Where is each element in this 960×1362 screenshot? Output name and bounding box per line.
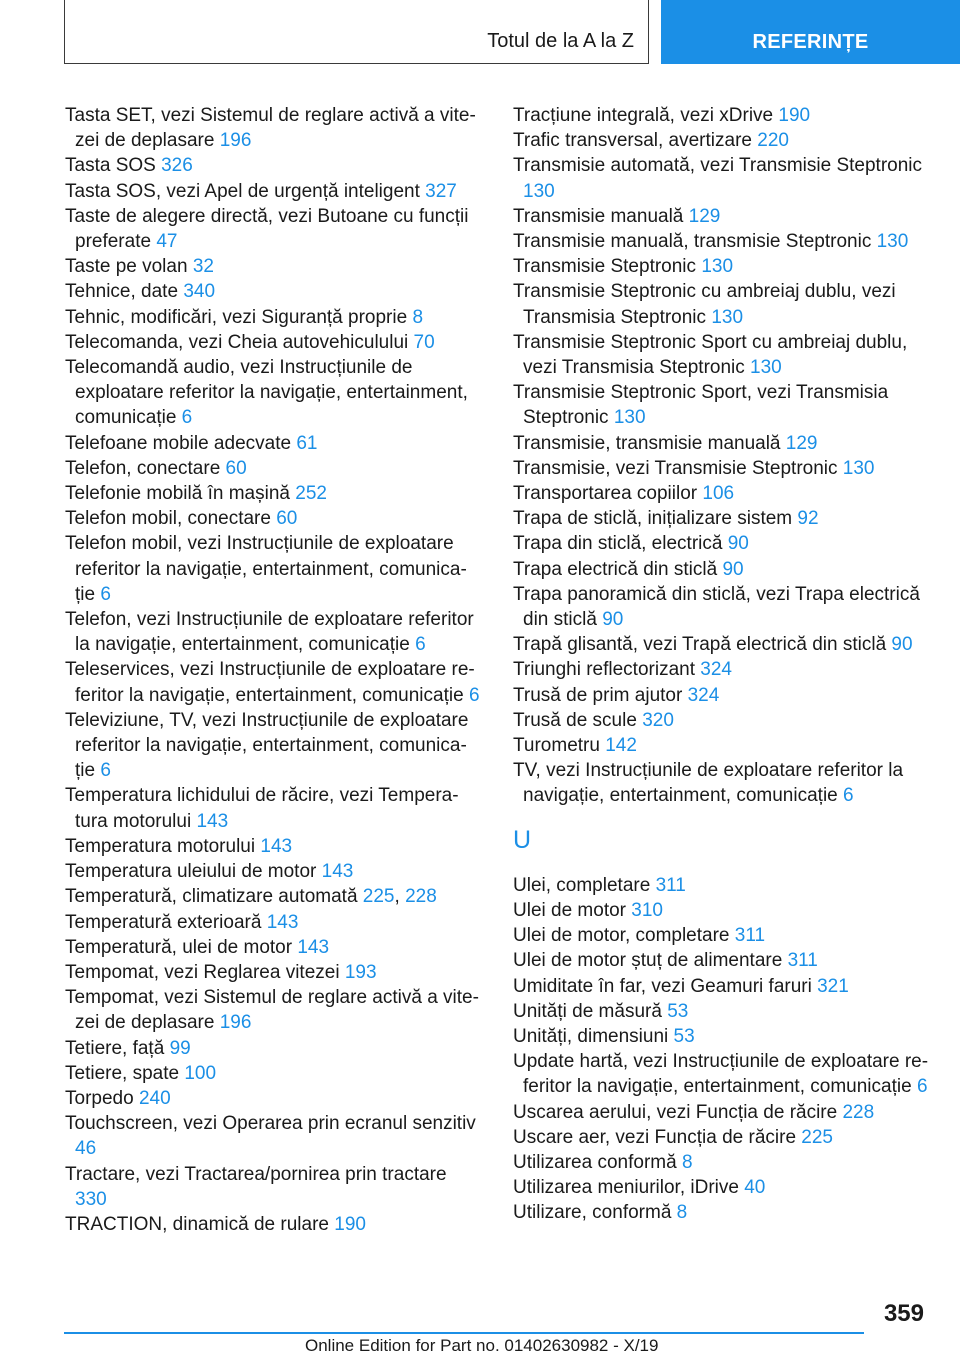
index-entry [65, 657, 480, 707]
page-link[interactable]: 60 [225, 457, 247, 479]
index-entry [513, 204, 933, 229]
index-entry-term: Teleservices, vezi Instrucțiunile de exploatare referitor la navigație, entertainment, comunicație [65, 659, 475, 706]
index-entry-term: Utilizarea conformă [513, 1151, 677, 1173]
index-entry-term: Trapa din sticlă, electrică [513, 533, 723, 555]
index-entry [513, 431, 933, 456]
index-entry-term: Tehnic, modificări, vezi Siguranță proprie [65, 306, 408, 328]
index-entry-term: Temperatură exterioară [65, 911, 262, 933]
index-entry-term: Temperatură, climatizare automată [65, 886, 358, 908]
index-entry [65, 1212, 480, 1237]
index-column-right [513, 103, 933, 1226]
index-entry [513, 229, 933, 254]
index-entry-term: Update hartă, vezi Instrucțiunile de exploatare referitor la navigație, entertainment, comunicație [513, 1051, 929, 1098]
page-link[interactable]: 193 [344, 961, 377, 983]
index-entry-term: Turometru [513, 735, 600, 757]
index-entry-term: Trapa de sticlă, inițializare sistem [513, 508, 793, 530]
index-entry [513, 506, 933, 531]
index-entry-term: Transmisie, transmisie manuală [513, 432, 781, 454]
index-entry-term: Transmisie Steptronic Sport cu ambreiaj dublu, vezi Transmisia Steptronic [513, 331, 908, 379]
index-entry [65, 506, 480, 531]
index-entry [65, 910, 480, 935]
page-link[interactable]: 225 [362, 886, 395, 908]
index-entry-term: Taste pe volan [65, 256, 188, 278]
page-link[interactable]: 320 [642, 709, 674, 731]
page-link[interactable]: 47 [156, 231, 178, 253]
index-entry-term: Telecomandă audio, vezi Instrucțiunile de exploatare referitor la navigație, entertainment, comunicație [65, 357, 468, 429]
index-entry-term: Taste de alegere directă, vezi Butoane cu funcții preferate [65, 205, 469, 253]
index-entry [513, 128, 933, 153]
index-entry [513, 1100, 933, 1125]
page-link[interactable]: 190 [334, 1213, 366, 1235]
index-entry [65, 607, 480, 657]
index-entry-term: Utilizare, conformă [513, 1202, 672, 1224]
index-entry [65, 1111, 480, 1161]
index-entry [513, 1024, 933, 1049]
index-entry [65, 431, 480, 456]
page-link[interactable]: 321 [817, 975, 849, 997]
index-entry [513, 557, 933, 582]
index-entry-term: Temperatura uleiului de motor [65, 861, 317, 883]
page-link[interactable]: 106 [702, 483, 735, 505]
index-entry-term: Uscarea aerului, vezi Funcția de răcire [513, 1101, 838, 1123]
page-number: 359 [883, 1300, 924, 1327]
index-entry-term: Ulei de motor ștuț de alimentare [513, 950, 783, 972]
index-entry [513, 330, 933, 380]
index-entry-term: Tetiere, spate [65, 1062, 180, 1084]
index-entry [65, 305, 480, 330]
index-entry-term: Telefon mobil, vezi Instrucțiunile de exploatare referitor la navigație, entertainment, comunicație [65, 533, 467, 605]
index-entry [513, 1200, 933, 1225]
index-entry-term: Tasta SET, vezi Sistemul de reglare activă a vitezei de deplasare [65, 105, 476, 152]
footer-divider [64, 1332, 864, 1334]
index-group-t [513, 103, 933, 809]
index-entry [65, 834, 480, 859]
index-entry [513, 582, 933, 632]
index-entry-term: Tetiere, față [65, 1037, 165, 1059]
page-link[interactable]: 129 [785, 432, 818, 454]
index-entry [513, 1150, 933, 1175]
page-link[interactable]: 340 [183, 281, 216, 303]
page-link[interactable]: 252 [295, 483, 327, 505]
page-link[interactable]: 324 [700, 659, 732, 681]
index-entry-term: Telefon, vezi Instrucțiunile de exploatare referitor la navigație, entertainment, comunicație [65, 609, 474, 656]
index-entry-term: Trafic transversal, avertizare [513, 130, 752, 152]
index-entry [65, 783, 480, 833]
index-entry [65, 456, 480, 481]
index-entry-term: Televiziune, TV, vezi Instrucțiunile de exploatare referitor la navigație, entertainment, comunicație [65, 709, 469, 782]
page-link[interactable]: 8 [676, 1202, 688, 1224]
page-link[interactable]: 143 [266, 911, 299, 933]
index-entry [65, 531, 480, 607]
index-entry [513, 456, 933, 481]
index-entry [513, 923, 933, 948]
index-entry-term: Umiditate în far, vezi Geamuri faruri [513, 975, 812, 997]
page-link[interactable]: 324 [687, 684, 720, 706]
index-entry [513, 103, 933, 128]
index-entry [513, 758, 933, 808]
page-link[interactable]: 310 [631, 899, 663, 921]
page-link[interactable]: 99 [169, 1037, 191, 1059]
index-entry [65, 708, 480, 784]
index-entry-term: Tempomat, vezi Sistemul de reglare activă a vitezei de deplasare [65, 987, 479, 1034]
index-entry [65, 935, 480, 960]
index-entry [513, 657, 933, 682]
index-entry-term: TRACTION, dinamică de rulare [65, 1213, 329, 1235]
page-link[interactable]: 6 [100, 760, 111, 782]
index-entry-term: Utilizarea meniurilor, iDrive [513, 1177, 739, 1199]
index-entry [513, 531, 933, 556]
page-link[interactable]: 130 [701, 256, 734, 278]
page-link[interactable]: 326 [161, 155, 193, 177]
page-link[interactable]: 92 [797, 508, 819, 530]
index-entry-term: Transmisie manuală [513, 205, 684, 227]
index-entry-term: Unități de măsură [513, 1000, 662, 1022]
index-entry [513, 873, 933, 898]
index-entry [513, 254, 933, 279]
index-entry-term: Telefon mobil, conectare [65, 508, 271, 530]
index-entry-term: Telefoane mobile adecvate [65, 432, 292, 454]
index-entry-term: Tehnice, date [65, 281, 179, 303]
page-link[interactable]: 90 [891, 634, 913, 656]
index-entry-term: Uscare aer, vezi Funcția de răcire [513, 1126, 797, 1148]
page-link[interactable]: 130 [842, 457, 875, 479]
page-link[interactable]: 142 [605, 735, 637, 757]
index-entry-term: Tasta SOS, vezi Apel de urgență inteligent [65, 180, 420, 202]
index-entry-term: Transmisie Steptronic [513, 256, 697, 278]
index-entry [513, 279, 933, 329]
index-entry-term: Transmisie automată, vezi Transmisie Steptronic [513, 155, 923, 177]
index-entry-term: Touchscreen, vezi Operarea prin ecranul senzitiv [65, 1113, 476, 1135]
section-letter-heading: U [513, 825, 532, 854]
header-tab[interactable] [661, 0, 960, 64]
index-entry-term: Temperatura lichidului de răcire, vezi Temperatura motorului [65, 785, 459, 832]
index-group-u [513, 873, 933, 1226]
page-link[interactable]: 70 [413, 331, 435, 353]
header-section-title: Totul de la A la Z [487, 30, 634, 52]
page-link[interactable]: 143 [321, 861, 354, 883]
index-entry [513, 708, 933, 733]
index-entry [513, 1125, 933, 1150]
index-entry-term: Temperatură, ulei de motor [65, 936, 293, 958]
footer-edition: Online Edition for Part no. 01402630982 - X/19 [305, 1336, 659, 1355]
page-link[interactable]: 225 [801, 1126, 833, 1148]
page-link[interactable]: 32 [192, 256, 214, 278]
page-link[interactable]: 196 [219, 130, 252, 152]
page-link[interactable]: 53 [673, 1025, 695, 1047]
page-link[interactable]: 6 [100, 583, 111, 605]
page-link[interactable]: 196 [219, 1012, 252, 1034]
page-link[interactable]: 53 [667, 1000, 689, 1022]
page-link[interactable]: 143 [196, 810, 229, 832]
index-entry [513, 1175, 933, 1200]
page-link[interactable]: 130 [711, 306, 744, 328]
index-entry-term: Telefonie mobilă în mașină [65, 483, 290, 505]
index-entry [65, 481, 480, 506]
index-entry-term: Ulei de motor, completare [513, 925, 730, 947]
index-entry [513, 380, 933, 430]
page-link[interactable]: 311 [787, 950, 818, 972]
page-link[interactable]: 6 [181, 407, 193, 429]
index-entry [65, 859, 480, 884]
page-link[interactable]: 61 [296, 432, 318, 454]
index-entry-term: Trusă de prim ajutor [513, 684, 683, 706]
index-entry [65, 1086, 480, 1111]
page-link[interactable]: 60 [276, 508, 298, 530]
index-entry [65, 1162, 480, 1212]
page-link[interactable]: 228 [842, 1101, 875, 1123]
index-entry [513, 1049, 933, 1099]
index-entry [65, 1036, 480, 1061]
index-entry-term: Trapă glisantă, vezi Trapă electrică din sticlă [513, 634, 887, 656]
index-entry [513, 948, 933, 973]
index-entry-term: Trapa electrică din sticlă [513, 558, 718, 580]
page-link[interactable]: 8 [412, 306, 424, 328]
index-entry [65, 1061, 480, 1086]
page-link[interactable]: 327 [425, 180, 457, 202]
page-link[interactable]: 46 [75, 1138, 97, 1160]
index-entry [513, 632, 933, 657]
index-entry-term: Transmisie manuală, transmisie Steptronic [513, 231, 872, 253]
index-entry [513, 481, 933, 506]
index-entry [65, 330, 480, 355]
page-link[interactable]: 143 [297, 936, 330, 958]
page-link[interactable]: 130 [613, 407, 646, 429]
index-entry-term: Tasta SOS [65, 155, 156, 177]
header-tab-label: REFERINȚE [752, 31, 869, 53]
index-entry: Temperatură, climatizare automată 225, 228 [65, 886, 437, 908]
index-entry-term: Triunghi reflectorizant [513, 659, 695, 681]
index-column-left [65, 103, 480, 1237]
index-entry [65, 204, 480, 254]
index-entry-term: Ulei de motor [513, 899, 626, 921]
page-link[interactable]: 6 [468, 684, 480, 706]
page-link[interactable]: 6 [415, 634, 426, 656]
page-link[interactable]: 190 [778, 105, 811, 126]
index-entry [513, 733, 933, 758]
index-entry-term: Trapa panoramică din sticlă, vezi Trapa electrică din sticlă [513, 583, 920, 631]
page-link[interactable]: 228 [405, 886, 437, 908]
page-link[interactable]: 220 [757, 130, 789, 152]
page-link[interactable]: 240 [138, 1087, 171, 1109]
index-entry-term: Telecomanda, vezi Cheia autovehiculului [65, 331, 409, 353]
page-link[interactable]: 130 [750, 357, 782, 379]
index-entry-term: Ulei, completare [513, 874, 651, 896]
index-entry-term: Tempomat, vezi Reglarea vitezei [65, 961, 340, 983]
page-link[interactable]: 90 [722, 558, 744, 580]
index-entry [65, 103, 480, 153]
page-link[interactable]: 311 [655, 874, 686, 896]
page-link[interactable]: 90 [727, 533, 749, 555]
index-entry [65, 254, 480, 279]
page-link[interactable]: 143 [260, 835, 293, 857]
index-entry-term: Telefon, conectare [65, 457, 221, 479]
header-section-box [64, 0, 649, 64]
index-entry-term: Unități, dimensiuni [513, 1025, 669, 1047]
index-entry [513, 153, 933, 203]
index-entry-term: Temperatura motorului [65, 835, 256, 857]
index-entry [65, 279, 480, 304]
index-entry [513, 898, 933, 923]
index-entry-term: Transmisie, vezi Transmisie Steptronic [513, 457, 838, 479]
index-entry-term: Transmisie Steptronic Sport, vezi Transmisia Steptronic [513, 382, 889, 429]
page-link[interactable]: 130 [523, 180, 555, 202]
index-entry [65, 179, 480, 204]
index-entry-term: TV, vezi Instrucțiunile de exploatare referitor la navigație, entertainment, comunicație [513, 760, 904, 807]
page-link[interactable]: 90 [602, 609, 624, 631]
index-entry [65, 355, 480, 431]
index-entry-term: Tracțiune integrală, vezi xDrive [513, 105, 774, 126]
index-entry [65, 960, 480, 985]
index-entry-term: Trusă de scule [513, 709, 637, 731]
index-entry-term: Torpedo [65, 1087, 134, 1109]
page-link[interactable]: 330 [75, 1188, 107, 1210]
page-link[interactable]: 100 [184, 1062, 217, 1084]
page-link[interactable]: 6 [916, 1076, 928, 1098]
index-entry-term: Transportarea copiilor [513, 483, 698, 505]
index-entry [513, 999, 933, 1024]
page-link[interactable]: 8 [681, 1151, 693, 1173]
page-link[interactable]: 130 [876, 231, 909, 253]
page-link[interactable]: 311 [734, 925, 766, 947]
index-entry-term: Tractare, vezi Tractarea/pornirea prin tractare [65, 1163, 447, 1185]
page-link[interactable]: 40 [744, 1177, 766, 1199]
index-entry [65, 153, 480, 178]
index-entry [65, 985, 480, 1035]
index-entry [513, 683, 933, 708]
index-entry [513, 974, 933, 999]
page-link[interactable]: 129 [688, 205, 721, 227]
page-link[interactable]: 6 [843, 785, 854, 807]
index-entry-term: Transmisie Steptronic cu ambreiaj dublu, vezi Transmisia Steptronic [513, 281, 896, 328]
